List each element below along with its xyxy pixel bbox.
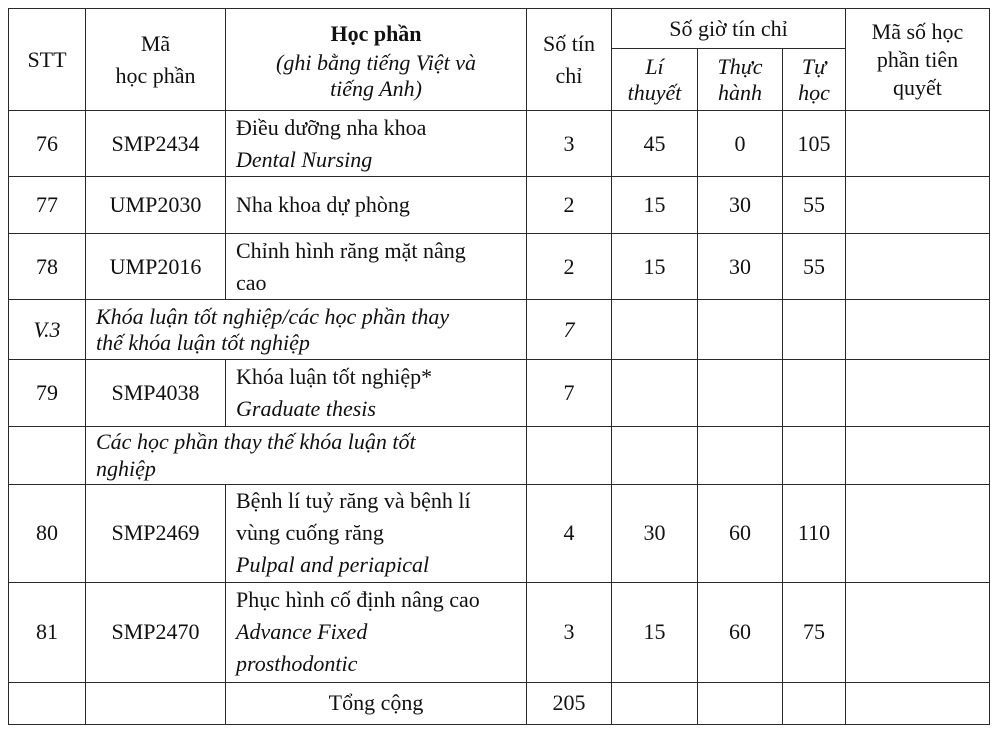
cell-course-name: [226, 484, 527, 582]
header-theory-line1: Lí: [645, 53, 664, 79]
header-prerequisite-line3: quyết: [893, 74, 942, 100]
cell-empty: [527, 426, 612, 484]
header-self-study: [783, 49, 846, 111]
table-row: [9, 111, 990, 177]
subsection-row: [9, 426, 990, 484]
cell-code: SMP2469: [86, 484, 226, 582]
cell-empty: [612, 426, 698, 484]
course-name-vi: Khóa luận tốt nghiệp*: [236, 363, 433, 389]
section-title: [86, 300, 527, 360]
header-stt: STT: [9, 9, 86, 111]
cell-practice: 0: [698, 111, 783, 177]
header-credits-line1: Số tín: [543, 30, 595, 56]
header-course-code-line2: học phần: [115, 62, 196, 88]
cell-empty: [612, 300, 698, 360]
cell-course-name: [226, 582, 527, 682]
table-row: [9, 234, 990, 300]
table-row: [9, 177, 990, 234]
cell-credits: 7: [527, 360, 612, 426]
cell-credits: 4: [527, 484, 612, 582]
cell-theory: 45: [612, 111, 698, 177]
table-row: [9, 582, 990, 682]
cell-code: SMP2434: [86, 111, 226, 177]
cell-empty: [698, 360, 783, 426]
cell-empty: [698, 300, 783, 360]
course-name-vi: Điều dưỡng nha khoa: [236, 114, 427, 140]
total-credits: 205: [527, 682, 612, 724]
header-theory-line2: thuyết: [627, 79, 682, 105]
cell-practice: 60: [698, 484, 783, 582]
cell-self-study: 75: [783, 582, 846, 682]
cell-practice: 60: [698, 582, 783, 682]
cell-theory: 15: [612, 177, 698, 234]
subsection-title-line1: Các học phần thay thế khóa luận tốt: [96, 429, 416, 455]
cell-course-name: [226, 360, 527, 426]
cell-stt: 76: [9, 111, 86, 177]
cell-stt: 79: [9, 360, 86, 426]
cell-empty: [783, 360, 846, 426]
course-name-vi-line2: vùng cuống răng: [236, 520, 384, 546]
cell-code: SMP4038: [86, 360, 226, 426]
cell-practice: 30: [698, 234, 783, 300]
cell-empty: [846, 360, 990, 426]
header-prerequisite: [846, 9, 990, 111]
cell-empty: [783, 426, 846, 484]
header-course-name-title: Học phần: [330, 20, 422, 46]
header-self-study-line2: học: [798, 79, 830, 105]
cell-empty: [846, 300, 990, 360]
cell-empty: [846, 682, 990, 724]
table-row: [9, 360, 990, 426]
cell-credits: 2: [527, 177, 612, 234]
cell-credits: 3: [527, 582, 612, 682]
cell-course-name: [226, 111, 527, 177]
cell-empty: [783, 682, 846, 724]
cell-empty: [612, 360, 698, 426]
section-title-line1: Khóa luận tốt nghiệp/các học phần thay: [96, 303, 450, 329]
section-title-line2: thế khóa luận tốt nghiệp: [96, 329, 310, 355]
table-row: [9, 484, 990, 582]
header-course-code: [86, 9, 226, 111]
cell-credits: 3: [527, 111, 612, 177]
cell-empty: [9, 426, 86, 484]
cell-theory: 15: [612, 582, 698, 682]
cell-stt: 77: [9, 177, 86, 234]
course-name-en: Graduate thesis: [236, 395, 376, 421]
cell-code: UMP2030: [86, 177, 226, 234]
header-theory: [612, 49, 698, 111]
cell-prerequisite: [846, 234, 990, 300]
cell-code: UMP2016: [86, 234, 226, 300]
cell-theory: 30: [612, 484, 698, 582]
course-name-vi-line2: cao: [236, 269, 267, 295]
section-row: [9, 300, 990, 360]
cell-self-study: 55: [783, 234, 846, 300]
header-self-study-line1: Tự: [801, 53, 827, 79]
cell-course-name: [226, 234, 527, 300]
course-name-en-line1: Advance Fixed: [236, 619, 368, 645]
cell-prerequisite: [846, 582, 990, 682]
cell-empty: [86, 682, 226, 724]
cell-empty: [846, 426, 990, 484]
header-practice-line1: Thực: [717, 53, 763, 79]
cell-course-name: Nha khoa dự phòng: [226, 177, 527, 234]
total-row: [9, 682, 990, 724]
section-credits: 7: [527, 300, 612, 360]
course-name-en: Dental Nursing: [236, 146, 373, 172]
cell-empty: [783, 300, 846, 360]
course-name-vi-line1: Bệnh lí tuỷ răng và bệnh lí: [236, 488, 471, 514]
subsection-title-line2: nghiệp: [96, 456, 156, 482]
section-number: V.3: [9, 300, 86, 360]
cell-prerequisite: [846, 484, 990, 582]
header-credits-line2: chỉ: [555, 62, 583, 88]
cell-practice: 30: [698, 177, 783, 234]
cell-stt: 78: [9, 234, 86, 300]
cell-prerequisite: [846, 177, 990, 234]
cell-self-study: 105: [783, 111, 846, 177]
cell-empty: [612, 682, 698, 724]
course-name-vi: Phục hình cố định nâng cao: [236, 587, 480, 613]
header-prerequisite-line2: phần tiên: [876, 46, 959, 72]
course-name-vi-line1: Chỉnh hình răng mặt nâng: [236, 237, 466, 263]
header-prerequisite-line1: Mã số học: [871, 18, 964, 44]
cell-self-study: 55: [783, 177, 846, 234]
cell-theory: 15: [612, 234, 698, 300]
total-label: Tổng cộng: [226, 682, 527, 724]
course-name-en-line2: prosthodontic: [236, 651, 358, 677]
header-practice-line2: hành: [718, 79, 762, 105]
cell-empty: [9, 682, 86, 724]
header-row-1: [9, 9, 990, 49]
header-course-code-line1: Mã: [140, 30, 171, 56]
subsection-title: [86, 426, 527, 484]
cell-empty: [698, 682, 783, 724]
header-course-name: [226, 9, 527, 111]
cell-prerequisite: [846, 111, 990, 177]
cell-stt: 81: [9, 582, 86, 682]
cell-code: SMP2470: [86, 582, 226, 682]
cell-stt: 80: [9, 484, 86, 582]
curriculum-table: [8, 8, 990, 725]
cell-empty: [698, 426, 783, 484]
cell-self-study: 110: [783, 484, 846, 582]
header-practice: [698, 49, 783, 111]
header-course-name-sub1: (ghi bằng tiếng Việt và: [276, 49, 476, 75]
header-credit-hours: Số giờ tín chỉ: [612, 9, 846, 49]
header-credits: [527, 9, 612, 111]
header-course-name-sub2: tiếng Anh): [330, 75, 422, 101]
cell-credits: 2: [527, 234, 612, 300]
course-name-en: Pulpal and periapical: [236, 552, 430, 578]
